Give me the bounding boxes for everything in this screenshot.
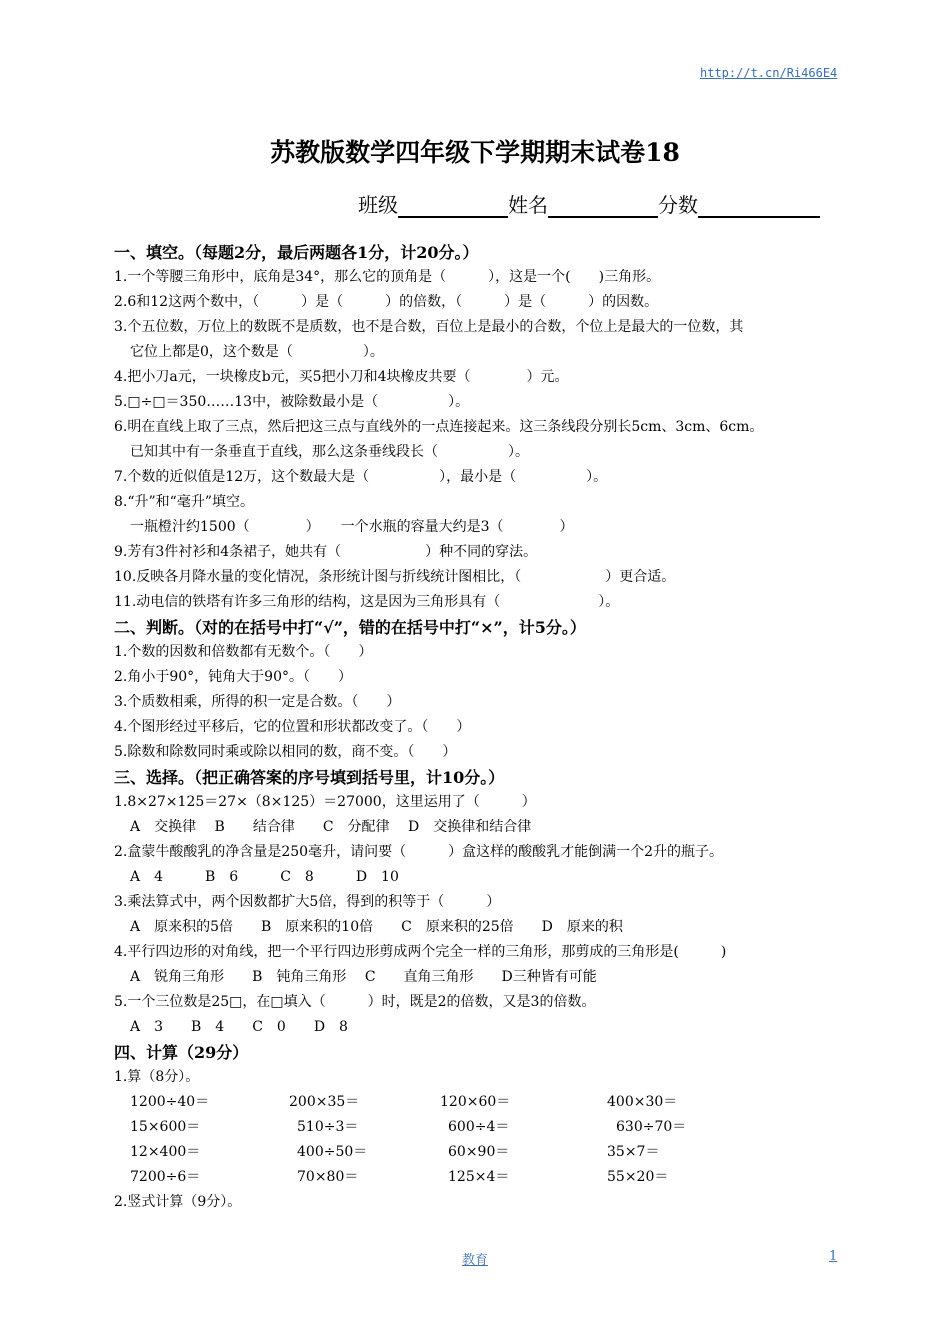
question-line: 3.乘法算式中，两个因数都扩大5倍，得到的积等于（ ） <box>114 894 501 910</box>
question-line: 5.除数和除数同时乘或除以相同的数，商不变。（ ） <box>114 744 457 760</box>
class-label: 班级 <box>358 193 398 217</box>
question-line: 2.角小于90°，钝角大于90°。（ ） <box>114 669 352 685</box>
calc-item: 120×60＝ <box>440 1094 511 1110</box>
answer-options: A 锐角三角形 B 钝角三角形 C 直角三角形 D三种皆有可能 <box>130 969 597 985</box>
footer-link[interactable]: 教育 <box>461 1253 488 1268</box>
calc-row <box>114 1090 844 1115</box>
name-label: 姓名 <box>508 193 548 217</box>
question-line: 2.6和12这两个数中，（ ）是（ ）的倍数，（ ）是（ ）的因数。 <box>114 294 659 310</box>
question-line: 7.个数的近似值是12万，这个数最大是（ ），最小是（ ）。 <box>114 469 608 485</box>
answer-options: A 4 B 6 C 8 D 10 <box>130 869 399 885</box>
question-line: 3.个五位数，万位上的数既不是质数，也不是合数，百位上是最小的合数，个位上是最大的一位数，其 <box>114 319 744 335</box>
section-heading: 四、计算（29分） <box>114 1043 249 1062</box>
question-line: 9.芳有3件衬衫和4条裙子，她共有（ ）种不同的穿法。 <box>114 544 538 560</box>
question-line: 2.盒蒙牛酸酸乳的净含量是250毫升，请问要（ ）盒这样的酸酸乳才能倒满一个2升的瓶子。 <box>114 844 723 860</box>
question-line: 一瓶橙汁约1500（ ） 一个水瓶的容量大约是3（ ） <box>130 519 574 535</box>
section-heading: 二、判断。（对的在括号中打“√”，错的在括号中打“×”，计5分。） <box>114 618 586 637</box>
calc-item: 15×600＝ <box>130 1119 201 1135</box>
calc-item: 125×4＝ <box>448 1169 510 1185</box>
calc-item: 400×30＝ <box>607 1094 678 1110</box>
calc-row <box>114 1165 844 1190</box>
question-line: 10.反映各月降水量的变化情况，条形统计图与折线统计图相比，（ ）更合适。 <box>114 569 676 585</box>
section-heading: 三、选择。（把正确答案的序号填到括号里，计10分。） <box>114 768 505 787</box>
calc-item: 12×400＝ <box>130 1144 201 1160</box>
question-line: 已知其中有一条垂直于直线，那么这条垂线段长（ ）。 <box>130 444 529 460</box>
sub-question-line: 2.竖式计算（9分）。 <box>114 1194 242 1210</box>
calc-item: 7200÷6＝ <box>130 1169 201 1185</box>
calc-item: 35×7＝ <box>607 1144 660 1160</box>
question-line: 4.平行四边形的对角线，把一个平行四边形剪成两个完全一样的三角形，那剪成的三角形是( ) <box>114 944 727 960</box>
sub-question-line: 1.算（8分）。 <box>114 1069 200 1085</box>
calc-item: 55×20＝ <box>607 1169 669 1185</box>
question-line: 4.个图形经过平移后，它的位置和形状都改变了。（ ） <box>114 719 471 735</box>
question-line: 11.动电信的铁塔有许多三角形的结构，这是因为三角形具有（ ）。 <box>114 594 620 610</box>
calc-item: 200×35＝ <box>289 1094 360 1110</box>
calc-row <box>114 1115 844 1140</box>
page-title: 苏教版数学四年级下学期期末试卷18 <box>270 138 680 167</box>
answer-options: A 交换律 B 结合律 C 分配律 D 交换律和结合律 <box>130 819 532 835</box>
answer-options: A 原来积的5倍 B 原来积的10倍 C 原来积的25倍 D 原来的积 <box>130 919 623 935</box>
score-blank[interactable] <box>698 194 820 218</box>
calc-item: 400÷50＝ <box>297 1144 368 1160</box>
page-number: 1 <box>829 1249 838 1264</box>
section-heading: 一、填空。（每题2分，最后两题各1分，计20分。） <box>114 243 479 262</box>
question-line: 1.个数的因数和倍数都有无数个。（ ） <box>114 644 373 660</box>
calc-item: 600÷4＝ <box>448 1119 510 1135</box>
question-line: 4.把小刀a元，一块橡皮b元，买5把小刀和4块橡皮共要（ ）元。 <box>114 369 569 385</box>
question-line: 6.明在直线上取了三点，然后把这三点与直线外的一点连接起来。这三条线段分别长5cm、3cm、6cm。 <box>114 419 764 435</box>
question-line: 1.一个等腰三角形中，底角是34°，那么它的顶角是（ ），这是一个( )三角形。 <box>114 269 661 285</box>
question-line: 1.8×27×125＝27×（8×125）＝27000，这里运用了（ ） <box>114 794 536 810</box>
answer-options: A 3 B 4 C 0 D 8 <box>130 1019 348 1035</box>
header-url-link[interactable]: http://t.cn/Ri466E4 <box>700 66 838 80</box>
exam-content <box>114 240 844 1215</box>
calc-item: 1200÷40＝ <box>130 1094 210 1110</box>
question-line: 3.个质数相乘，所得的积一定是合数。（ ） <box>114 694 401 710</box>
question-line: 它位上都是0，这个数是（ ）。 <box>130 344 384 360</box>
score-label: 分数 <box>658 193 698 217</box>
calc-item: 70×80＝ <box>297 1169 359 1185</box>
calc-item: 630÷70＝ <box>616 1119 687 1135</box>
question-line: 8.“升”和“毫升”填空。 <box>114 494 254 510</box>
name-blank[interactable] <box>548 194 658 218</box>
question-line: 5.□÷□＝350……13中，被除数最小是（ ）。 <box>114 394 470 410</box>
calc-item: 510÷3＝ <box>297 1119 359 1135</box>
student-info-row <box>358 189 820 218</box>
calc-row <box>114 1140 844 1165</box>
calc-item: 60×90＝ <box>448 1144 510 1160</box>
class-blank[interactable] <box>398 194 508 218</box>
question-line: 5.一个三位数是25□，在□填入（ ）时，既是2的倍数，又是3的倍数。 <box>114 994 596 1010</box>
